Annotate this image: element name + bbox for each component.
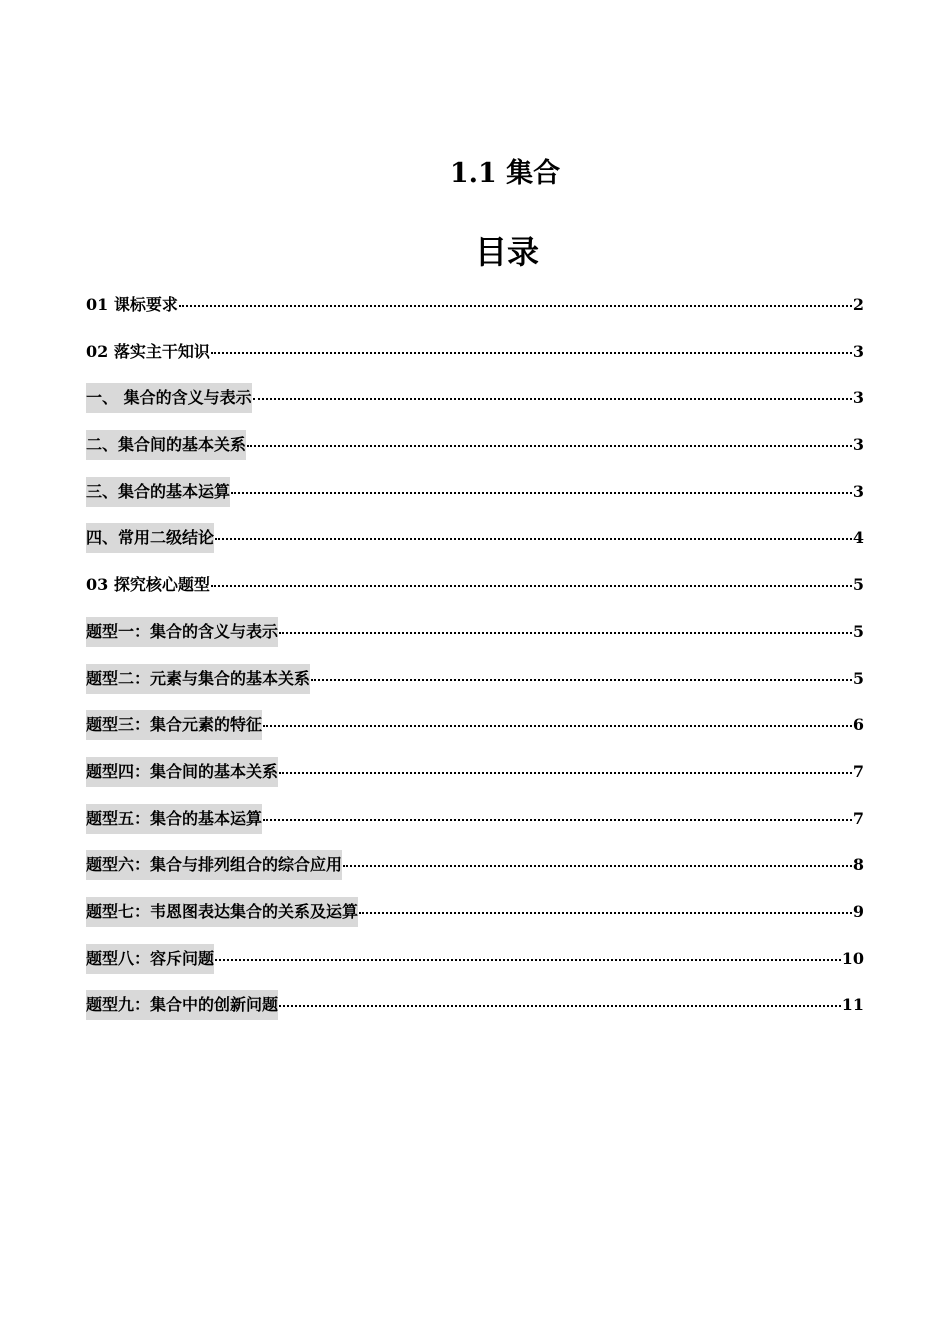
toc-entry[interactable]: [86, 383, 864, 430]
document-title: 1.1 集合: [449, 158, 561, 189]
toc-entry-label: 题型四：集合间的基本关系: [86, 757, 278, 787]
toc-heading: 目录: [474, 233, 539, 271]
toc-leader-dots: [343, 865, 852, 867]
toc-entry-label: 题型一：集合的含义与表示: [86, 617, 278, 647]
toc-entry-label: 01 课标要求: [86, 295, 178, 314]
toc-leader-dots: [215, 538, 852, 540]
toc-entry-label: 三、集合的基本运算: [86, 477, 230, 507]
toc-entry[interactable]: [86, 523, 864, 570]
toc-leader-dots: [179, 305, 852, 307]
toc-leader-dots: [231, 492, 852, 494]
toc-entry[interactable]: [86, 710, 864, 757]
toc-entry-label: 题型六：集合与排列组合的综合应用: [86, 850, 342, 880]
toc-leader-dots: [253, 398, 852, 400]
toc-entry-page: 8: [852, 855, 864, 875]
toc-entry-page: 10: [841, 948, 864, 968]
toc-entry-label: 一、 集合的含义与表示: [86, 383, 252, 413]
toc-entry[interactable]: [86, 897, 864, 944]
toc-entry-label: 题型八：容斥问题: [86, 944, 214, 974]
toc-entry-page: 11: [841, 995, 864, 1015]
toc-entry-page: 7: [852, 808, 864, 828]
toc-entry[interactable]: [86, 290, 864, 337]
toc-entry-label: 题型九：集合中的创新问题: [86, 990, 278, 1020]
toc-leader-dots: [215, 959, 841, 961]
toc-entry-page: 7: [852, 761, 864, 781]
table-of-contents: [86, 290, 864, 1037]
toc-leader-dots: [311, 679, 852, 681]
toc-entry-page: 2: [852, 295, 864, 314]
toc-entry[interactable]: [86, 990, 864, 1037]
toc-entry-page: 5: [852, 575, 864, 595]
toc-entry-page: 3: [852, 435, 864, 455]
toc-entry-page: 3: [852, 341, 864, 361]
toc-entry-label: 四、常用二级结论: [86, 523, 214, 553]
toc-entry[interactable]: [86, 617, 864, 664]
toc-entry-label: 02 落实主干知识: [86, 341, 210, 361]
toc-entry-page: 5: [852, 621, 864, 641]
toc-entry[interactable]: [86, 850, 864, 897]
toc-entry[interactable]: [86, 477, 864, 524]
toc-entry-page: 3: [852, 481, 864, 501]
toc-entry-page: 6: [852, 715, 864, 735]
toc-leader-dots: [263, 725, 852, 727]
toc-entry[interactable]: [86, 570, 864, 617]
toc-leader-dots: [211, 585, 852, 587]
toc-leader-dots: [263, 819, 852, 821]
toc-entry-label: 二、集合间的基本关系: [86, 430, 246, 460]
toc-leader-dots: [279, 1005, 841, 1007]
toc-entry[interactable]: [86, 430, 864, 477]
toc-entry-label: 题型五：集合的基本运算: [86, 804, 262, 834]
toc-entry[interactable]: [86, 804, 864, 851]
toc-entry-label: 题型三：集合元素的特征: [86, 710, 262, 740]
toc-leader-dots: [279, 632, 852, 634]
toc-entry-page: 3: [852, 388, 864, 408]
toc-leader-dots: [247, 445, 852, 447]
toc-entry[interactable]: [86, 757, 864, 804]
toc-entry[interactable]: [86, 944, 864, 991]
toc-entry-label: 03 探究核心题型: [86, 575, 210, 595]
toc-entry-label: 题型二：元素与集合的基本关系: [86, 664, 310, 694]
toc-leader-dots: [359, 912, 852, 914]
toc-entry-page: 9: [852, 901, 864, 921]
toc-leader-dots: [279, 772, 852, 774]
toc-entry[interactable]: [86, 664, 864, 711]
toc-entry-label: 题型七：韦恩图表达集合的关系及运算: [86, 897, 358, 927]
toc-entry-page: 5: [852, 668, 864, 688]
toc-leader-dots: [211, 352, 852, 354]
toc-entry-page: 4: [852, 528, 864, 548]
toc-entry[interactable]: [86, 337, 864, 384]
